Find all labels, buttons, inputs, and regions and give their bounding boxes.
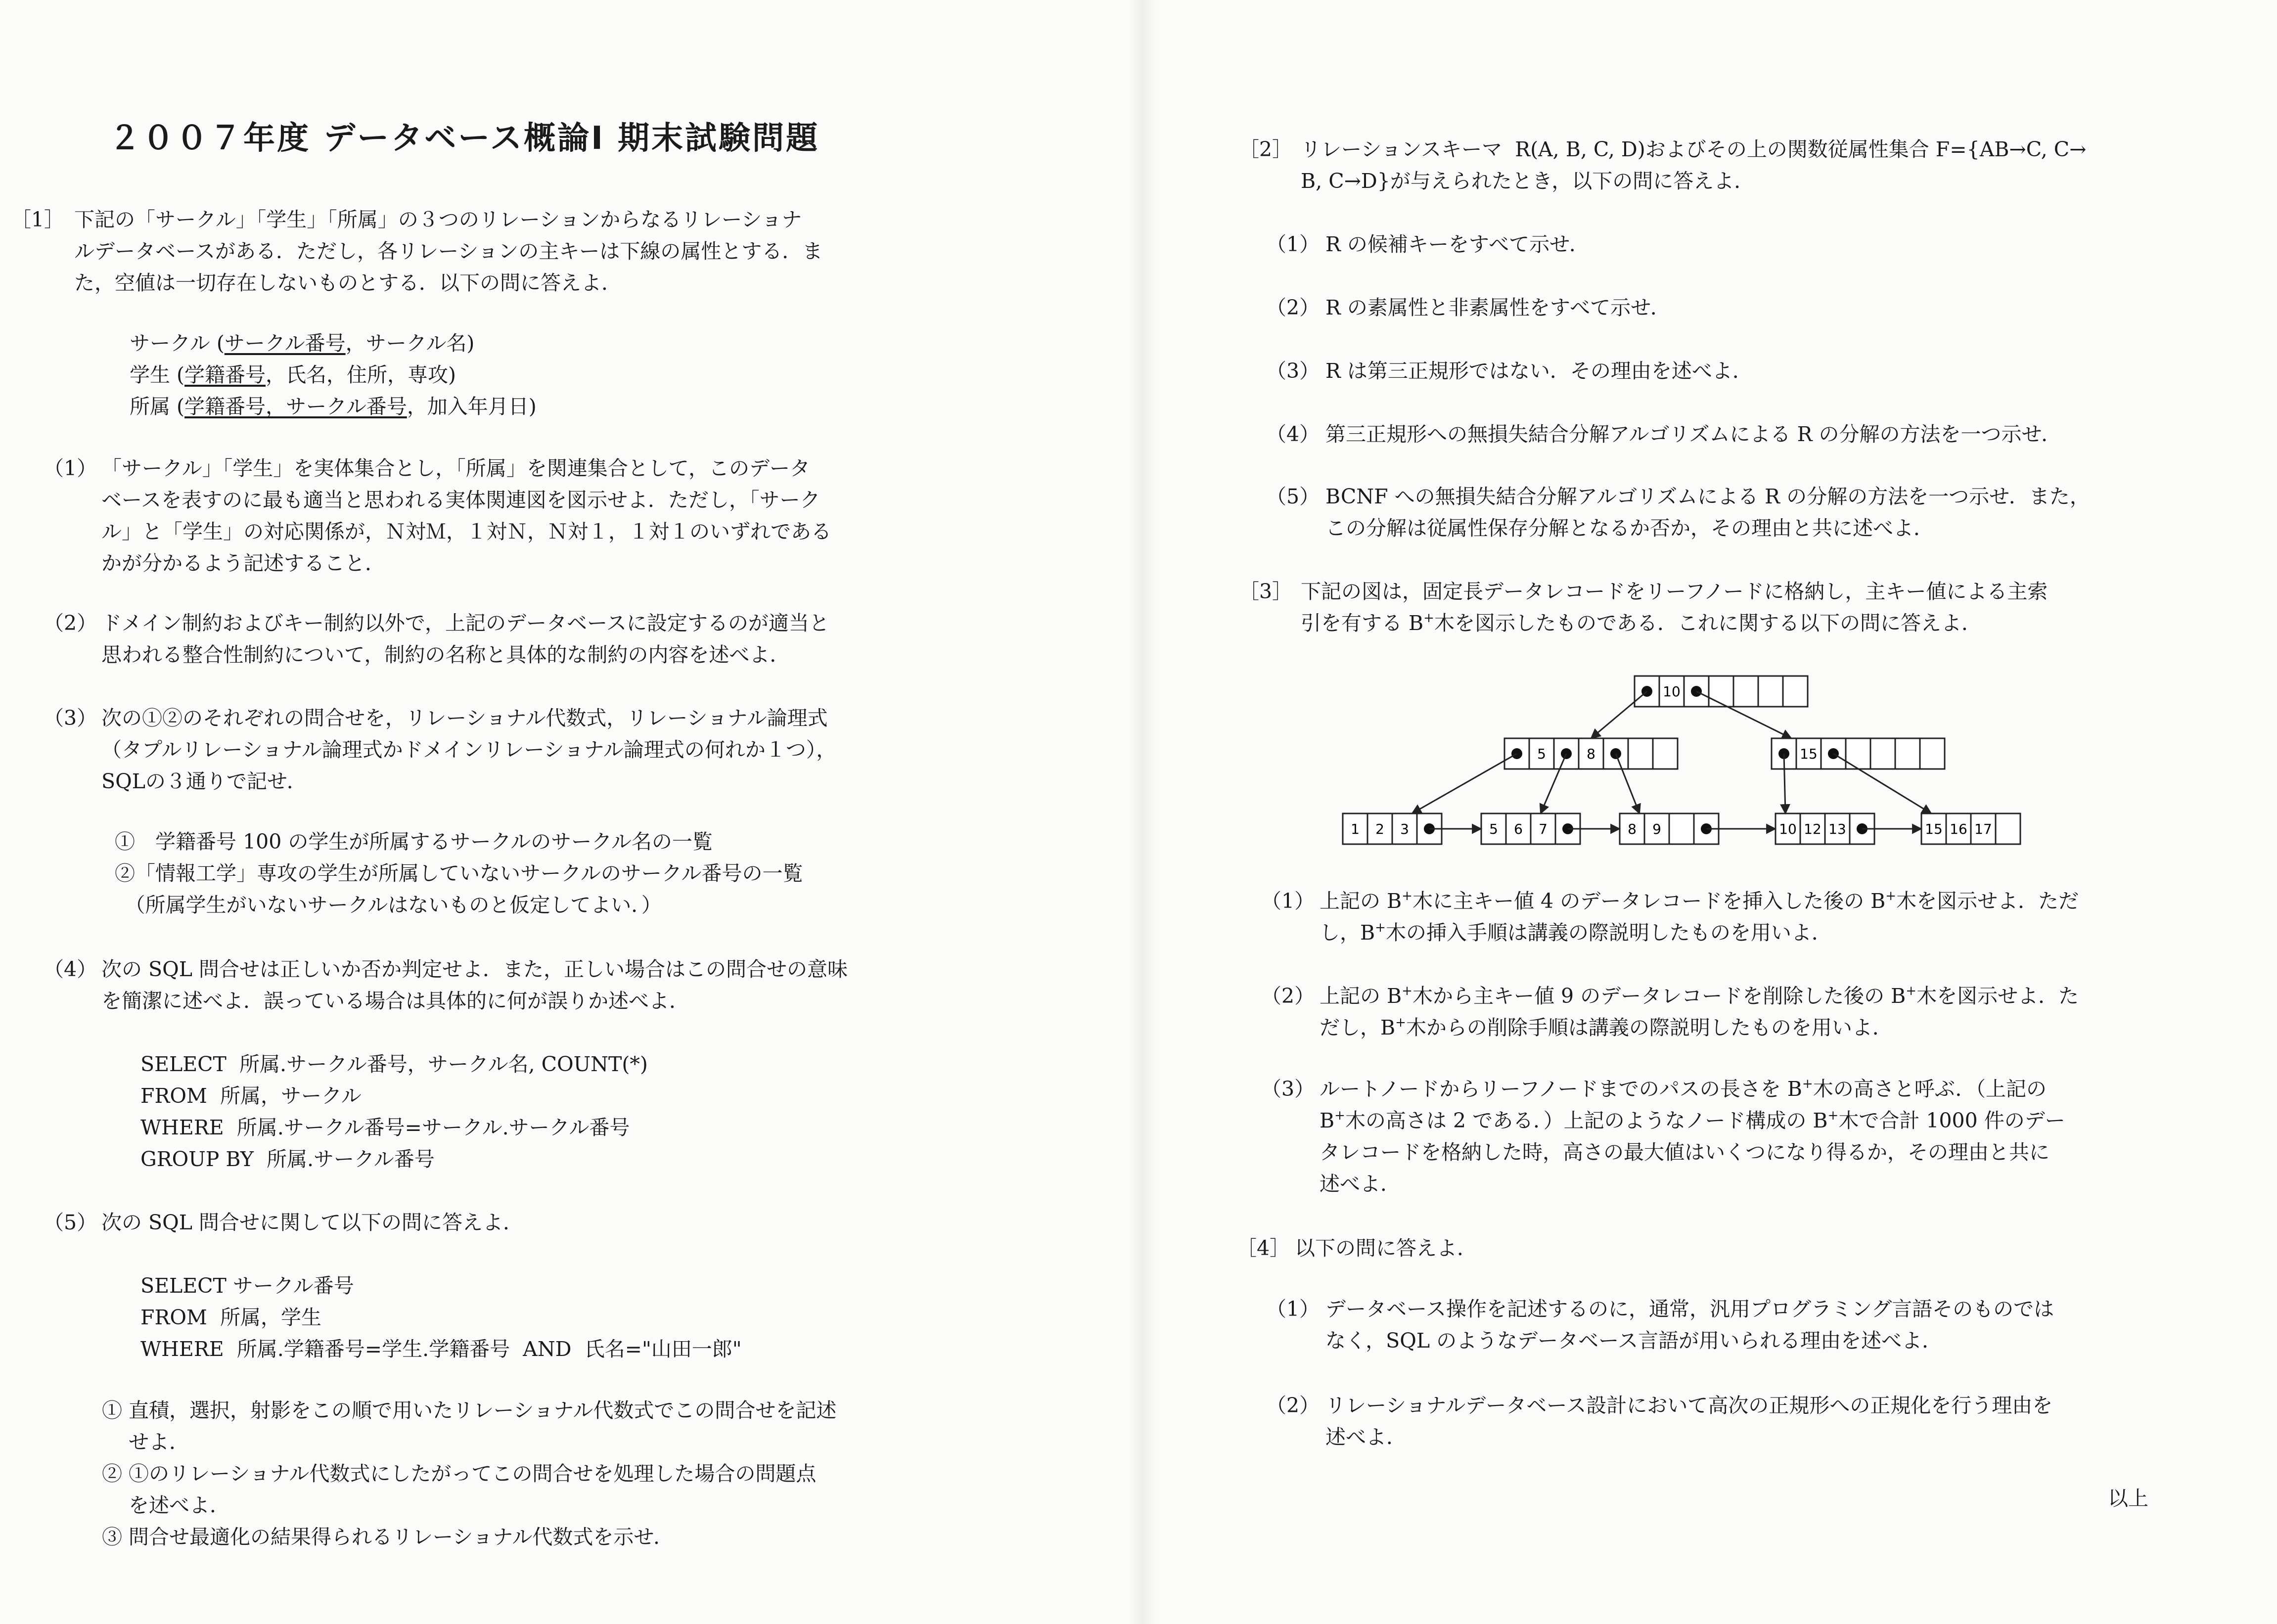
key-label: 8: [1587, 746, 1595, 762]
sql-line: SELECT サークル番号: [140, 1274, 354, 1298]
text: だし，B: [1320, 1016, 1396, 1039]
q3-sub-line: [1320, 1105, 2065, 1136]
q3-sub-line: [1320, 1168, 1401, 1200]
q1-intro-line: た，空値は一切存在しないものとする．以下の問に答えよ．: [74, 271, 622, 295]
key-label: 7: [1539, 821, 1548, 837]
text: し，B: [1320, 921, 1375, 945]
q4-sub-line: リレーショナルデータベース設計において高次の正規形への正規化を行う理由を: [1325, 1394, 2053, 1417]
text: 上記の B: [1320, 984, 1402, 1008]
text: 木の挿入手順は講義の際説明したものを用いよ．: [1385, 921, 1832, 945]
q1-sub3-item: ②「情報工学」専攻の学生が所属していないサークルのサークル番号の一覧: [115, 861, 803, 885]
key-label: 15: [1925, 821, 1943, 837]
q2-number: ［2］: [1239, 137, 1293, 161]
q3-sub-number: （3）: [1261, 1077, 1315, 1101]
q4-sub-number: （2）: [1266, 1394, 1320, 1417]
key-label: 3: [1400, 821, 1409, 837]
node-cell: [1846, 738, 1870, 769]
tree-root-layer: [1343, 676, 2020, 844]
superscript: +: [1423, 611, 1434, 626]
primary-key: サークル番号: [224, 331, 346, 355]
q1-sub3-line: 次の①②のそれぞれの問合せを，リレーショナル代数式，リレーショナル論理式: [101, 706, 828, 730]
node-cell: [1895, 738, 1920, 769]
text: 木を図示せよ．ただ: [1896, 889, 2079, 913]
q3-number: ［3］: [1239, 580, 1293, 603]
q2-sub-number: （1）: [1266, 232, 1320, 256]
schema-name: サークル: [130, 331, 210, 355]
q3-sub-number: （1）: [1261, 889, 1315, 913]
node-cell: [1920, 738, 1945, 769]
q2-sub-line: 第三正規形への無損失結合分解アルゴリズムによる R の分解の方法を一つ示せ．: [1325, 422, 2062, 446]
q3-sub-line: [1320, 980, 2079, 1012]
q2-sub-line: この分解は従属性保存分解となるか否か，その理由と共に述べよ．: [1325, 516, 1934, 540]
q4-sub-line: 述べよ．: [1325, 1425, 1407, 1449]
q1-sub3-line: （タプルリレーショナル論理式かドメインリレーショナル論理式の何れか１つ），: [101, 738, 837, 762]
q2-sub-number: （3）: [1266, 359, 1320, 383]
q1-intro-line: ルデータベースがある．ただし，各リレーションの主キーは下線の属性とする．ま: [74, 239, 823, 263]
node-cell: [1653, 738, 1678, 769]
key-label: 10: [1663, 683, 1681, 700]
q4-sub-line: なく，SQL のようなデータベース言語が用いられる理由を述べよ．: [1325, 1329, 1943, 1353]
attributes: ，サークル名): [345, 331, 475, 355]
text: 木の高さは 2 である．）上記のようなノード構成の B: [1345, 1109, 1828, 1132]
q1-sub1-number: （1）: [44, 456, 97, 480]
key-label: 6: [1514, 821, 1523, 837]
node-cell: [1758, 676, 1783, 707]
key-label: 8: [1628, 821, 1637, 837]
sql-line: WHERE 所属.サークル番号=サークル.サークル番号: [140, 1116, 630, 1139]
q1-sub5-line: 次の SQL 問合せに関して以下の問に答えよ．: [101, 1211, 523, 1234]
q2-sub-number: （2）: [1266, 296, 1320, 319]
q1-sub3-item: ① 学籍番号 100 の学生が所属するサークルのサークル名の一覧: [115, 830, 713, 854]
schema-name: 所属: [130, 395, 170, 418]
superscript: +: [1395, 1015, 1406, 1030]
q2-intro-line: B, C→D}が与えられたとき，以下の問に答えよ．: [1301, 169, 1755, 193]
q1-sub1-line: ベースを表すのに最も適当と思われる実体関連図を図示せよ．ただし，「サーク: [101, 488, 820, 512]
q1-sub1-line: 「サークル」「学生」を実体集合とし，「所属」を関連集合として，このデータ: [101, 456, 810, 480]
q1-intro-line: 下記の「サークル」「学生」「所属」の３つのリレーションからなるリレーショナ: [74, 208, 802, 231]
key-label: 15: [1800, 746, 1818, 762]
key-label: 2: [1375, 821, 1384, 837]
q4-number: ［4］: [1236, 1236, 1290, 1260]
q1-sub1-line: かが分かるよう記述すること．: [101, 551, 385, 575]
text: 木で合計 1000 件のデー: [1838, 1109, 2065, 1132]
text: 木に主キー値 4 のデータレコードを挿入した後の B: [1412, 889, 1886, 913]
q4-sub-line: データベース操作を記述するのに，通常，汎用プログラミング言語そのものでは: [1325, 1297, 2054, 1321]
q1-sub3-item: （所属学生がいないサークルはないものと仮定してよい．）: [115, 893, 662, 917]
node-cell: [1628, 738, 1653, 769]
q1-sub2-line: ドメイン制約およびキー制約以外で，上記のデータベースに設定するのが適当と: [101, 611, 829, 635]
sql-line: WHERE 所属.学籍番号=学生.学籍番号 AND 氏名="山田一郎": [140, 1337, 742, 1361]
text: タレコードを格納した時，高さの最大値はいくつになり得るか，その理由と共に: [1320, 1140, 2049, 1164]
text: 上記の B: [1320, 889, 1402, 913]
attributes: ，加入年月日): [407, 395, 537, 418]
key-label: 16: [1950, 821, 1967, 837]
q2-sub-line: R の候補キーをすべて示せ．: [1325, 232, 1590, 256]
key-label: 12: [1804, 821, 1822, 837]
q1-sub3-line: SQLの３通りで記せ．: [101, 769, 307, 793]
primary-key: 学籍番号: [184, 395, 266, 418]
q1-sub5-item: ① 直積，選択，射影をこの順で用いたリレーショナル代数式でこの問合せを記述: [102, 1398, 837, 1422]
sql-line: SELECT 所属.サークル番号，サークル名, COUNT(*): [140, 1052, 648, 1076]
node-cell: [1733, 676, 1758, 707]
q2-sub-number: （5）: [1266, 485, 1320, 508]
node-cell: [1870, 738, 1895, 769]
attributes: ，氏名，住所，専攻): [266, 363, 456, 387]
node-cell: [1783, 676, 1808, 707]
q2-sub-number: （4）: [1266, 422, 1320, 446]
text: 木を図示せよ．た: [1916, 984, 2079, 1008]
text: 述べよ．: [1320, 1172, 1401, 1196]
text: 木からの削除手順は講義の際説明したものを用いよ．: [1406, 1016, 1893, 1039]
q1-sub5-item: ③ 問合せ最適化の結果得られるリレーショナル代数式を示せ．: [102, 1525, 674, 1549]
text: 木を図示したものである．これに関する以下の問に答えよ．: [1434, 611, 1982, 635]
q2-sub-line: BCNF への無損失結合分解アルゴリズムによる R の分解の方法を一つ示せ．また，: [1325, 485, 2090, 508]
end-mark: 以上: [2108, 1487, 2148, 1510]
q2-sub-line: R の素属性と非素属性をすべて示せ．: [1325, 296, 1671, 319]
q1-sub5-number: （5）: [44, 1211, 97, 1234]
key-separator: ，: [266, 395, 286, 418]
text: B: [1320, 1109, 1335, 1132]
q3-intro-line: 下記の図は，固定長データレコードをリーフノードに格納し，主キー値による主索: [1301, 580, 2048, 603]
q1-sub5-item: せよ．: [102, 1430, 190, 1454]
superscript: +: [1375, 920, 1386, 935]
q4-intro: 以下の問に答えよ．: [1295, 1236, 1477, 1260]
q4-sub-number: （1）: [1266, 1297, 1320, 1321]
key-label: 5: [1489, 821, 1498, 837]
key-label: 10: [1779, 821, 1797, 837]
q3-sub-line: [1320, 917, 1832, 948]
sql-line: FROM 所属，サークル: [140, 1084, 362, 1108]
leaf-cell: [1669, 813, 1694, 844]
q1-sub3-number: （3）: [44, 706, 97, 730]
primary-key: サークル番号: [286, 395, 407, 418]
pointer-arrow: [1591, 691, 1647, 738]
paren: (: [170, 395, 185, 418]
key-label: 17: [1974, 821, 1992, 837]
q3-sub-line: [1320, 1073, 2047, 1105]
superscript: +: [1402, 984, 1412, 998]
text: 木の高さと呼ぶ．（上記の: [1813, 1077, 2047, 1101]
text: 引を有する B: [1301, 611, 1424, 635]
superscript: +: [1402, 889, 1412, 903]
q2-intro-line: リレーションスキーマ R(A, B, C, D)およびその上の関数従属性集合 F={AB→C, C→: [1301, 137, 2087, 161]
q3-sub-line: [1320, 1136, 2049, 1168]
page-title: ２００７年度 データベース概論Ⅰ 期末試験問題: [109, 120, 820, 157]
q1-sub4-line: を簡潔に述べよ．誤っている場合は具体的に何が誤りか述べよ．: [101, 989, 689, 1013]
q3-sub-line: [1320, 1012, 1893, 1043]
q1-sub4-line: 次の SQL 問合せは正しいか否か判定せよ．また，正しい場合はこの問合せの意味: [101, 957, 848, 981]
paren: (: [210, 331, 225, 355]
pointer-arrow: [1412, 754, 1517, 813]
paren: (: [170, 363, 185, 387]
text: ルートノードからリーフノードまでのパスの長さを B: [1320, 1077, 1802, 1101]
primary-key: 学籍番号: [184, 363, 266, 387]
superscript: +: [1885, 889, 1897, 903]
superscript: +: [1334, 1108, 1345, 1123]
q1-sub2-line: 思われる整合性制約について，制約の名称と具体的な制約の内容を述べよ．: [101, 643, 790, 667]
q1-sub4-number: （4）: [44, 957, 97, 981]
key-label: 9: [1652, 821, 1661, 837]
leaf-next-cell: [1996, 813, 2020, 844]
q3-sub-line: [1320, 885, 2079, 917]
key-label: 13: [1828, 821, 1846, 837]
sql-line: FROM 所属，学生: [140, 1306, 321, 1329]
q2-sub-line: R は第三正規形ではない．その理由を述べよ．: [1325, 359, 1753, 383]
q1-sub5-item: を述べよ．: [102, 1493, 230, 1517]
superscript: +: [1802, 1077, 1813, 1091]
superscript: +: [1906, 984, 1917, 998]
sql-line: GROUP BY 所属.サークル番号: [140, 1147, 435, 1171]
schema-name: 学生: [130, 363, 170, 387]
q1-sub5-item: ② ①のリレーショナル代数式にしたがってこの問合せを処理した場合の問題点: [102, 1462, 817, 1486]
text: 木から主キー値 9 のデータレコードを削除した後の B: [1412, 984, 1906, 1008]
q1-number: ［1］: [11, 208, 65, 231]
node-cell: [1709, 676, 1733, 707]
key-label: 5: [1537, 746, 1546, 762]
q1-sub2-number: （2）: [44, 611, 97, 635]
q1-sub1-line: ル」と「学生」の対応関係が，Ｎ対Ｍ，１対Ｎ，Ｎ対１，１対１のいずれである: [101, 520, 831, 543]
superscript: +: [1827, 1108, 1839, 1123]
key-label: 1: [1351, 821, 1360, 837]
q3-sub-number: （2）: [1261, 984, 1315, 1008]
